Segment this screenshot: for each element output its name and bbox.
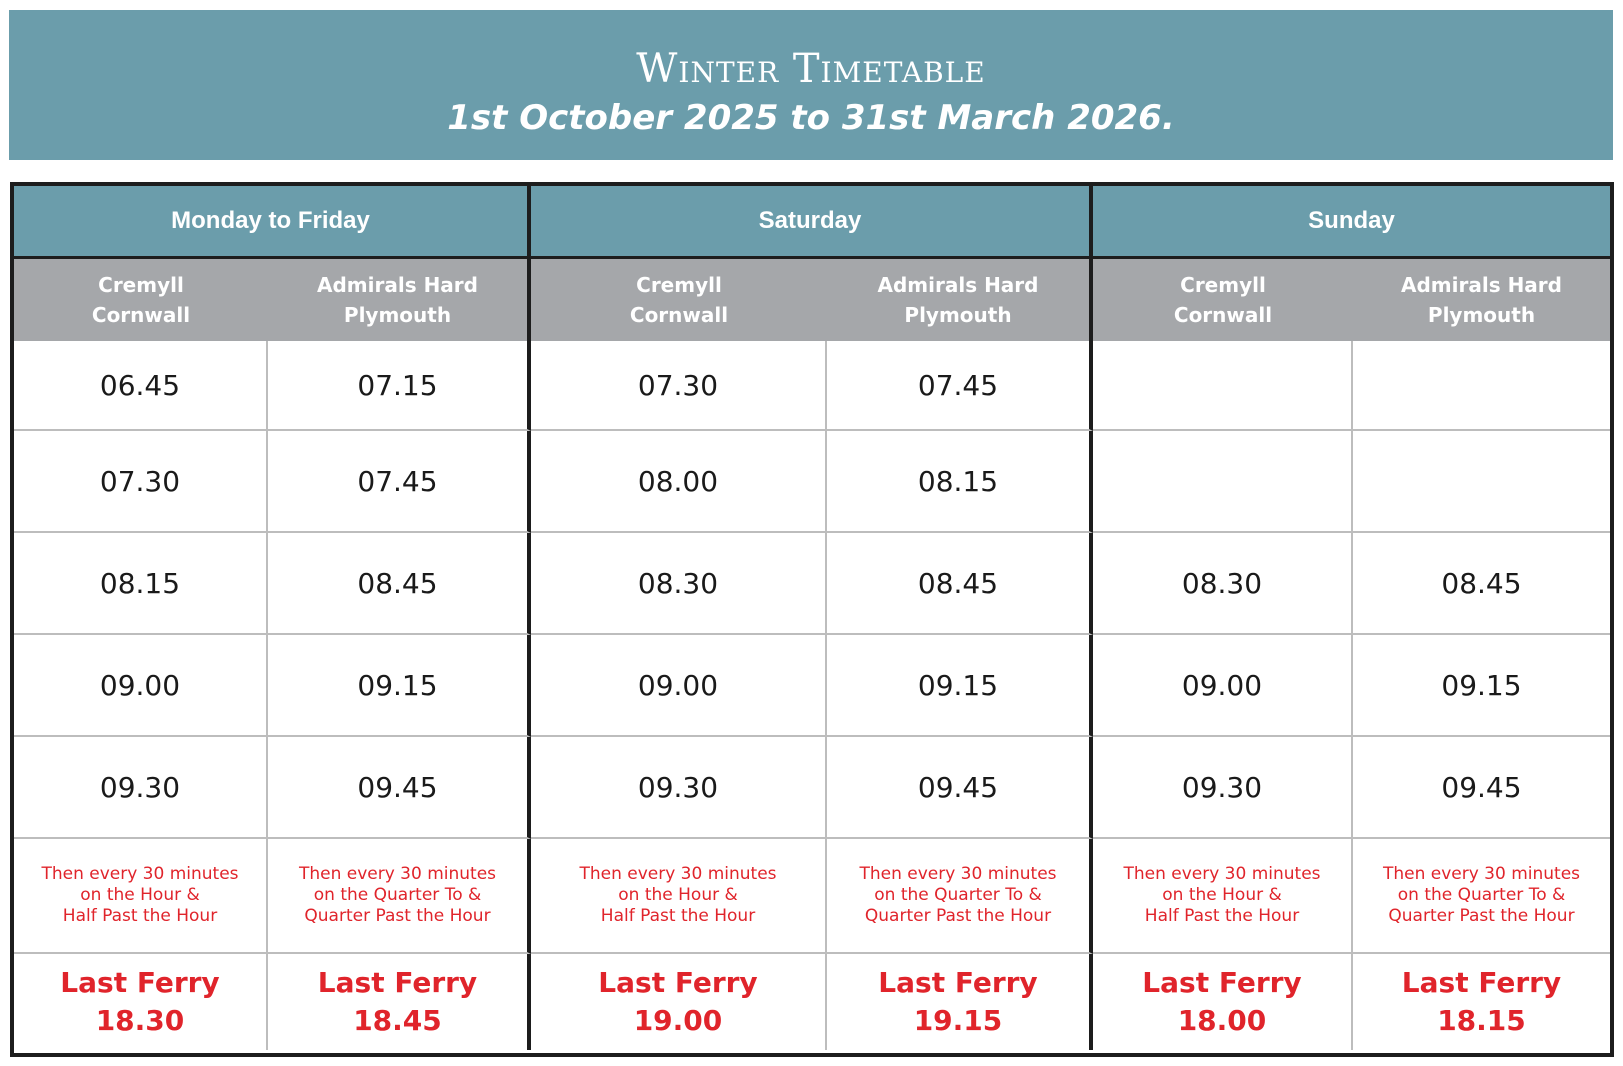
stop-header (827, 259, 1093, 341)
last-ferry-time: 18.15 (1437, 1004, 1526, 1037)
departure-time: 07.45 (268, 431, 531, 533)
note-line: Half Past the Hour (600, 906, 756, 926)
departure-time: 09.45 (827, 737, 1093, 839)
frequency-note (1353, 839, 1610, 954)
departure-time: 08.45 (268, 533, 531, 635)
departure-time: 09.00 (14, 635, 268, 737)
last-ferry-label: Last Ferry (317, 966, 478, 999)
timetable-banner (9, 10, 1613, 160)
note-line: on the Quarter To & (1397, 885, 1566, 905)
last-ferry (1353, 954, 1610, 1050)
last-ferry-label: Last Ferry (1401, 966, 1562, 999)
stop-name: Cremyll (1180, 273, 1266, 297)
departure-time: 07.30 (531, 341, 827, 431)
stop-place: Plymouth (1427, 303, 1536, 327)
last-ferry-label: Last Ferry (60, 966, 220, 999)
note-line: Quarter Past the Hour (1388, 906, 1575, 926)
last-ferry-time: 19.15 (913, 1004, 1003, 1037)
departure-time (1353, 341, 1610, 431)
departure-time: 09.45 (268, 737, 531, 839)
last-ferry-label: Last Ferry (598, 966, 758, 999)
departure-time: 09.30 (14, 737, 268, 839)
departure-time: 08.15 (827, 431, 1093, 533)
departure-time: 09.00 (1093, 635, 1353, 737)
stop-place: Cornwall (629, 303, 729, 327)
departure-time: 08.45 (827, 533, 1093, 635)
stop-name: Cremyll (98, 273, 184, 297)
stop-header (531, 259, 827, 341)
stop-place: Cornwall (1173, 303, 1273, 327)
note-line: Then every 30 minutes (298, 864, 497, 884)
departure-time: 07.45 (827, 341, 1093, 431)
note-line: Half Past the Hour (1144, 906, 1300, 926)
note-line: Then every 30 minutes (41, 864, 239, 884)
frequency-note (827, 839, 1093, 954)
last-ferry (14, 954, 268, 1050)
frequency-note (531, 839, 827, 954)
departure-time: 09.30 (531, 737, 827, 839)
note-line: on the Hour & (618, 885, 738, 905)
note-line: on the Quarter To & (874, 885, 1042, 905)
day-header-0: Monday to Friday (14, 186, 531, 259)
stop-header (14, 259, 268, 341)
note-line: Then every 30 minutes (1382, 864, 1581, 884)
stop-place: Plymouth (343, 303, 452, 327)
frequency-note (14, 839, 268, 954)
note-line: Quarter Past the Hour (864, 906, 1052, 926)
timetable-table (10, 182, 1614, 1057)
last-ferry (531, 954, 827, 1050)
last-ferry-label: Last Ferry (1142, 966, 1302, 999)
note-line: Then every 30 minutes (859, 864, 1057, 884)
departure-time: 09.30 (1093, 737, 1353, 839)
note-line: Half Past the Hour (62, 906, 218, 926)
stop-header (1353, 259, 1610, 341)
note-line: Then every 30 minutes (579, 864, 777, 884)
departure-time: 09.15 (268, 635, 531, 737)
departure-time: 08.45 (1353, 533, 1610, 635)
stop-place: Plymouth (904, 303, 1012, 327)
departure-time: 07.15 (268, 341, 531, 431)
last-ferry-label: Last Ferry (878, 966, 1038, 999)
departure-time: 09.15 (827, 635, 1093, 737)
stop-name: Admirals Hard (1401, 273, 1562, 297)
departure-time: 06.45 (14, 341, 268, 431)
departure-time: 09.45 (1353, 737, 1610, 839)
note-line: on the Hour & (80, 885, 200, 905)
last-ferry (1093, 954, 1353, 1050)
page-title: Winter Timetable (636, 46, 986, 92)
date-range: 1st October 2025 to 31st March 2026. (447, 98, 1175, 138)
last-ferry (827, 954, 1093, 1050)
frequency-note (1093, 839, 1353, 954)
departure-time: 08.30 (1093, 533, 1353, 635)
last-ferry-time: 18.00 (1177, 1004, 1267, 1037)
departure-time: 08.15 (14, 533, 268, 635)
departure-time: 08.00 (531, 431, 827, 533)
stop-name: Admirals Hard (877, 273, 1039, 297)
note-line: on the Quarter To & (313, 885, 482, 905)
frequency-note (268, 839, 531, 954)
departure-time (1353, 431, 1610, 533)
day-header-1: Saturday (531, 186, 1093, 259)
stop-header (1093, 259, 1353, 341)
timetable-grid (14, 186, 1610, 1053)
departure-time (1093, 431, 1353, 533)
departure-time: 08.30 (531, 533, 827, 635)
note-line: on the Hour & (1162, 885, 1282, 905)
stop-place: Cornwall (91, 303, 191, 327)
departure-time: 09.00 (531, 635, 827, 737)
last-ferry (268, 954, 531, 1050)
note-line: Then every 30 minutes (1123, 864, 1321, 884)
departure-time: 07.30 (14, 431, 268, 533)
stop-name: Cremyll (636, 273, 722, 297)
last-ferry-time: 18.30 (95, 1004, 185, 1037)
departure-time: 09.15 (1353, 635, 1610, 737)
departure-time (1093, 341, 1353, 431)
day-header-2: Sunday (1093, 186, 1610, 259)
last-ferry-time: 19.00 (633, 1004, 723, 1037)
stop-name: Admirals Hard (317, 273, 478, 297)
note-line: Quarter Past the Hour (304, 906, 491, 926)
last-ferry-time: 18.45 (353, 1004, 442, 1037)
stop-header (268, 259, 531, 341)
